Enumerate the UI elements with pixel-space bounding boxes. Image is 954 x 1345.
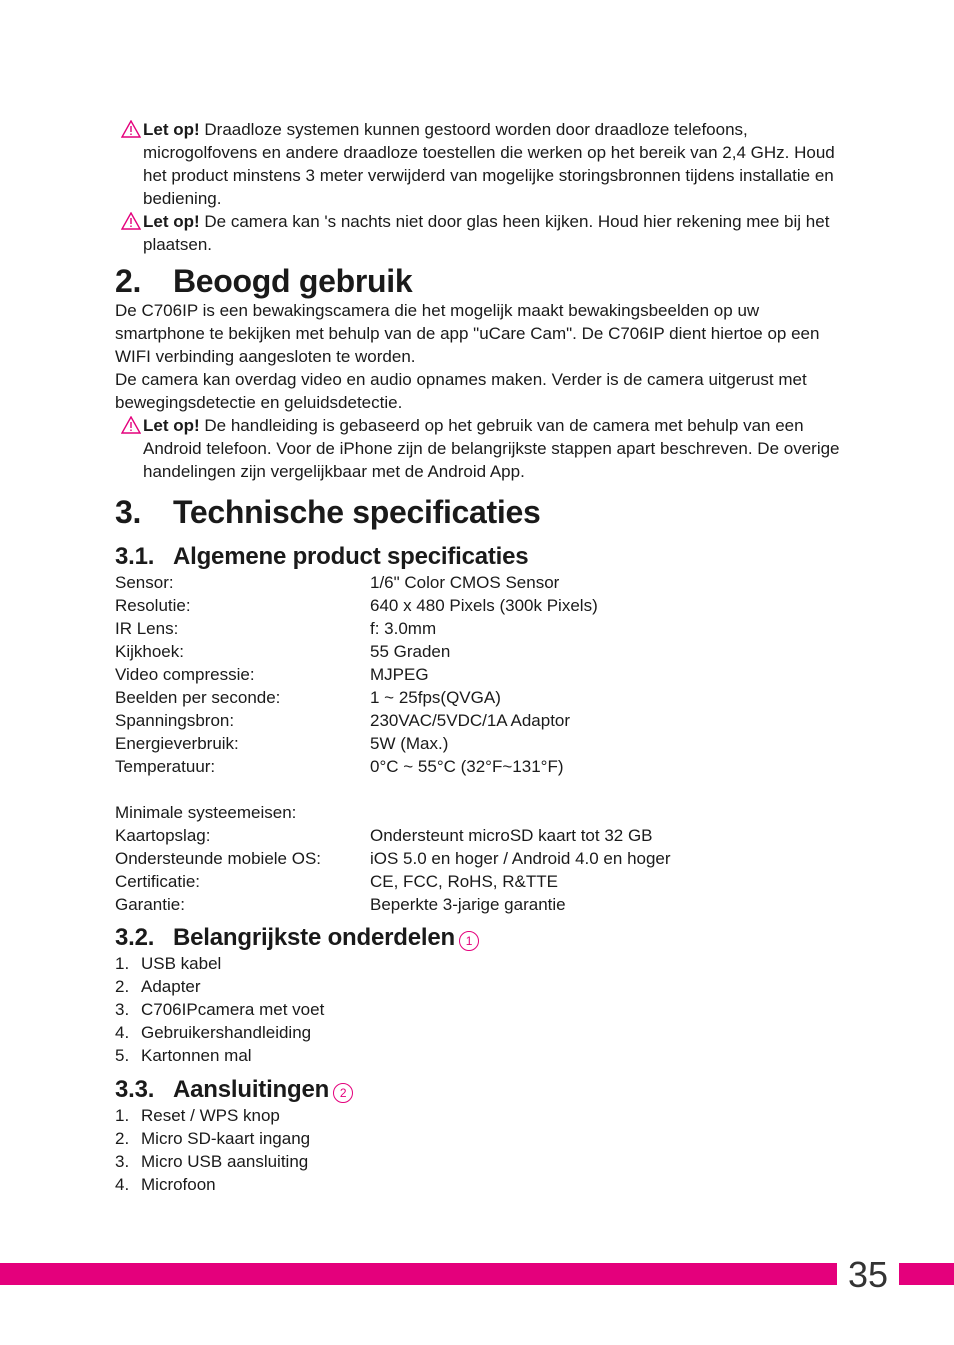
list-item	[115, 1127, 840, 1150]
figure-ref-badge: 2	[333, 1083, 353, 1103]
list-text: Gebruikershandleiding	[141, 1023, 312, 1042]
warning-text: De camera kan 's nachts niet door glas heen kijken. Houd hier rekening mee bij het plaatsen.	[143, 212, 830, 254]
list-item	[115, 998, 840, 1021]
list-item	[115, 1021, 840, 1044]
section-number: 3.1.	[115, 543, 155, 570]
spec-label: Ondersteunde mobiele OS:	[115, 849, 322, 868]
list-text: Microfoon	[141, 1175, 216, 1194]
spec-value: 0°C ~ 55°C (32°F~131°F)	[370, 757, 564, 776]
list-number: 3.	[115, 1152, 130, 1171]
footer-bar	[0, 1263, 954, 1285]
list-item	[115, 975, 840, 998]
spec-value: f: 3.0mm	[370, 619, 437, 638]
warning-block	[115, 210, 840, 256]
spec-row	[115, 709, 840, 732]
warning-icon	[121, 212, 141, 230]
spec-label: Certificatie:	[115, 872, 201, 891]
section-number: 3.	[115, 494, 142, 530]
min-req-label: Minimale systeemeisen:	[115, 803, 297, 822]
list-number: 5.	[115, 1046, 130, 1065]
spec-row	[115, 824, 840, 847]
page-number: 35	[837, 1255, 899, 1295]
spec-row	[115, 893, 840, 916]
warning-text: Draadloze systemen kunnen gestoord worden door draadloze telefoons, microgolfovens en andere draadloze toestellen die werken op het bereik van 2,4 GHz. Houd het product minstens 3 meter verwijderd van mogelijke storingsbronnen tijdens installatie en bediening.	[143, 120, 835, 208]
section-title: Technische specificaties	[173, 494, 541, 530]
section-title: Belangrijkste onderdelen	[173, 924, 455, 951]
spec-value: 1/6" Color CMOS Sensor	[370, 573, 560, 592]
spec-value: 55 Graden	[370, 642, 451, 661]
spec-value: Beperkte 3-jarige garantie	[370, 895, 566, 914]
spec-label: Spanningsbron:	[115, 711, 235, 730]
paragraph: De camera kan overdag video en audio opnames maken. Verder is de camera uitgerust met bewegingsdetectie en geluidsdetectie.	[115, 370, 807, 412]
connections-list	[115, 1104, 840, 1196]
spacer	[115, 778, 840, 801]
spec-label: Sensor:	[115, 573, 174, 592]
spec-label: Garantie:	[115, 895, 185, 914]
spec-label: IR Lens:	[115, 619, 179, 638]
list-text: Reset / WPS knop	[141, 1106, 280, 1125]
warning-text: De handleiding is gebaseerd op het gebruik van de camera met behulp van een Android telefoon. Voor de iPhone zijn de belangrijkste stappen apart beschreven. De overige handelingen zijn vergelijkbaar met de Android App.	[143, 416, 840, 481]
section-2-heading	[115, 263, 840, 299]
list-text: Micro SD-kaart ingang	[141, 1129, 311, 1148]
section-title: Aansluitingen	[173, 1076, 330, 1103]
spec-label: Kijkhoek:	[115, 642, 184, 661]
list-item	[115, 1104, 840, 1127]
spec-value: iOS 5.0 en hoger / Android 4.0 en hoger	[370, 849, 671, 868]
section-number: 2.	[115, 263, 142, 299]
spec-subheading	[115, 801, 840, 824]
warning-label: Let op!	[143, 120, 200, 139]
spec-label: Temperatuur:	[115, 757, 216, 776]
spec-table	[115, 571, 840, 916]
spec-row	[115, 640, 840, 663]
section-3-1-heading	[115, 543, 840, 571]
section-title: Algemene product specificaties	[173, 543, 529, 570]
warning-label: Let op!	[143, 212, 200, 231]
warning-block	[115, 118, 840, 210]
section-number: 3.3.	[115, 1076, 155, 1103]
spec-label: Beelden per seconde:	[115, 688, 281, 707]
list-number: 3.	[115, 1000, 130, 1019]
spec-value: 1 ~ 25fps(QVGA)	[370, 688, 501, 707]
spec-row	[115, 847, 840, 870]
section-3-3-heading	[115, 1076, 840, 1104]
spec-row	[115, 571, 840, 594]
list-text: Adapter	[141, 977, 201, 996]
spec-label: Resolutie:	[115, 596, 191, 615]
list-number: 2.	[115, 1129, 130, 1148]
figure-ref-badge: 1	[459, 931, 479, 951]
list-text: USB kabel	[141, 954, 222, 973]
warning-label: Let op!	[143, 416, 200, 435]
spec-value: 640 x 480 Pixels (300k Pixels)	[370, 596, 598, 615]
spec-value: 230VAC/5VDC/1A Adaptor	[370, 711, 571, 730]
section-3-2-heading	[115, 924, 840, 952]
spec-row	[115, 617, 840, 640]
spec-value: 5W (Max.)	[370, 734, 449, 753]
spec-label: Kaartopslag:	[115, 826, 211, 845]
list-number: 4.	[115, 1023, 130, 1042]
list-number: 1.	[115, 1106, 130, 1125]
list-number: 1.	[115, 954, 130, 973]
warning-icon	[121, 120, 141, 138]
paragraph: De C706IP is een bewakingscamera die het mogelijk maakt bewakingsbeelden op uw smartphone te bekijken met behulp van de app "uCare Cam". De C706IP dient hiertoe op een WIFI verbinding aangesloten te worden.	[115, 301, 820, 366]
list-text: Kartonnen mal	[141, 1046, 252, 1065]
page-content	[115, 118, 840, 1196]
warning-icon	[121, 416, 141, 434]
spec-value: Ondersteunt microSD kaart tot 32 GB	[370, 826, 653, 845]
spec-row	[115, 663, 840, 686]
spec-value: MJPEG	[370, 665, 429, 684]
list-item	[115, 1173, 840, 1196]
spec-row	[115, 594, 840, 617]
section-number: 3.2.	[115, 924, 155, 951]
list-text: Micro USB aansluiting	[141, 1152, 309, 1171]
spec-value: CE, FCC, RoHS, R&TTE	[370, 872, 558, 891]
spec-row	[115, 732, 840, 755]
section-title: Beoogd gebruik	[173, 263, 413, 299]
list-text: C706IPcamera met voet	[141, 1000, 325, 1019]
spec-label: Video compressie:	[115, 665, 255, 684]
list-item	[115, 952, 840, 975]
list-item	[115, 1044, 840, 1067]
warning-block	[115, 414, 840, 483]
spec-row	[115, 870, 840, 893]
parts-list	[115, 952, 840, 1067]
list-item	[115, 1150, 840, 1173]
list-number: 4.	[115, 1175, 130, 1194]
spec-row	[115, 686, 840, 709]
section-3-heading	[115, 494, 840, 530]
spec-row	[115, 755, 840, 778]
spec-label: Energieverbruik:	[115, 734, 239, 753]
list-number: 2.	[115, 977, 130, 996]
